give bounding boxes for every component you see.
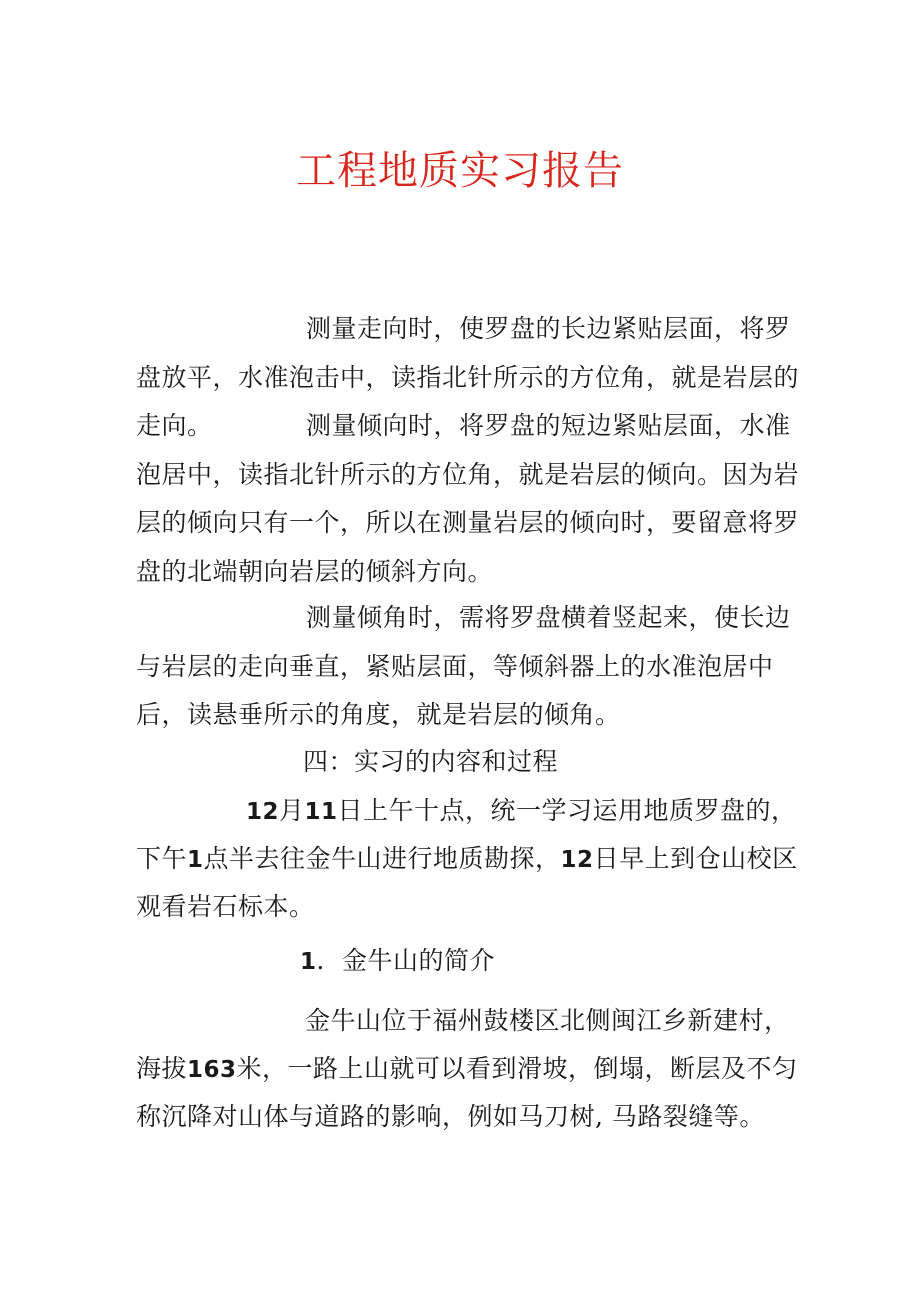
schedule-line-1: [246, 787, 797, 836]
subheading-jinniu-mountain: [300, 937, 495, 986]
date-number: 12: [246, 799, 280, 825]
subheading-text: ．金牛山的简介: [316, 946, 496, 975]
document-title: 工程地质实习报告: [296, 148, 624, 194]
date-number: 11: [304, 799, 338, 825]
subheading-number: 1: [300, 949, 317, 975]
text-span: 日上午十点，统一学习运用地质罗盘的，: [337, 796, 797, 825]
intro-line-1: 金牛山位于福州鼓楼区北侧闽江乡新建村，: [305, 1006, 790, 1035]
date-number: 12: [560, 847, 594, 873]
intro-line-2: [136, 1045, 798, 1094]
text-span: 海拔: [136, 1054, 188, 1083]
intro-line-3: 称沉降对山体与道路的影响，例如马刀树, 马路裂缝等。: [136, 1102, 765, 1131]
schedule-line-2: [136, 835, 798, 884]
paragraph-dip-direction-measurement: 测量倾向时，将罗盘的短边紧贴层面，水准泡居中，读指北针所示的方位角，就是岩层的倾向。因为岩层的倾向只有一个，所以在测量岩层的倾向时，要留意将罗盘的北端朝向岩层的倾斜方向。: [136, 411, 800, 586]
paragraph-dip-angle-measurement: 测量倾角时，需将罗盘横着竖起来，使长边与岩层的走向垂直，紧贴层面，等倾斜器上的水准泡居中后，读悬垂所示的角度，就是岩层的倾角。: [136, 603, 791, 729]
text-span: 月: [279, 796, 305, 825]
text-span: 日早上到仓山校区: [593, 844, 798, 873]
section-heading-content-process: 四：实习的内容和过程: [303, 747, 559, 776]
schedule-line-3: 观看岩石标本。: [136, 892, 315, 921]
text-span: 点半去往金牛山进行地质勘探，: [203, 844, 561, 873]
text-span: 下午: [136, 844, 188, 873]
text-span: 米，一路上山就可以看到滑坡，倒塌，断层及不匀: [236, 1054, 798, 1083]
paragraph-strike-measurement: 测量走向时，使罗盘的长边紧贴层面，将罗盘放平，水准泡击中，读指北针所示的方位角，就是岩层的走向。: [136, 314, 800, 440]
time-number: 1: [187, 847, 204, 873]
altitude-number: 163: [187, 1057, 237, 1083]
